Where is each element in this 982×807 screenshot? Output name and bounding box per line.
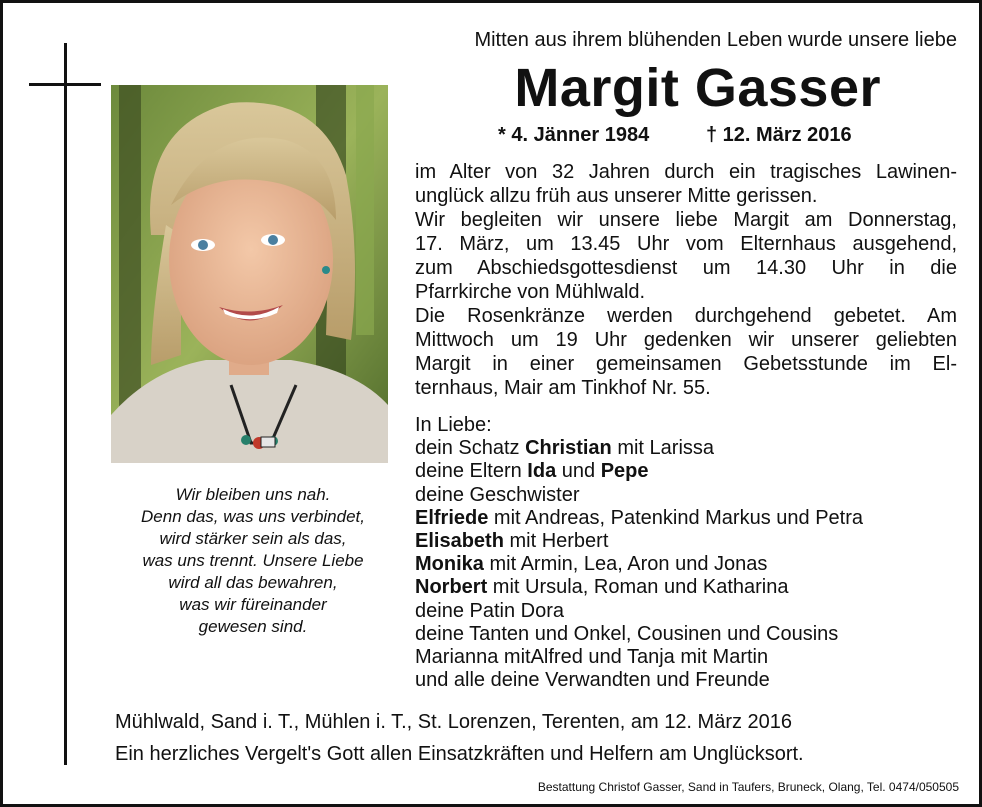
quote-line: wird stärker sein als das, xyxy=(159,529,347,548)
quote-line: gewesen sind. xyxy=(198,617,308,636)
family-text: deine Patin Dora xyxy=(415,599,564,622)
family-text: deine Geschwister xyxy=(415,483,580,506)
quote-line: was wir füreinander xyxy=(179,595,327,614)
cross-icon-horizontal xyxy=(29,83,101,86)
family-line xyxy=(415,414,957,437)
family-text: deine Tanten und Onkel, Cousinen und Cousins xyxy=(415,622,839,645)
family-name: Pepe xyxy=(600,460,649,483)
funeral-home-footer: Bestattung Christof Gasser, Sand in Taufers, Bruneck, Olang, Tel. 0474/050505 xyxy=(537,780,959,794)
text-line: unglück allzu früh aus unserer Mitte gerissen. xyxy=(415,185,818,207)
portrait-photo xyxy=(111,85,388,463)
text-line: Die Rosenkränze werden durchgehend gebetet. Am xyxy=(415,305,957,327)
thanks-line: Ein herzliches Vergelt's Gott allen Einsatzkräften und Helfern am Unglücksort. xyxy=(115,743,804,765)
family-text: deine Eltern xyxy=(415,460,528,483)
text-line: zum Abschiedsgottesdienst um 14.30 Uhr in die xyxy=(415,257,957,279)
family-line xyxy=(415,507,957,530)
family-line xyxy=(415,576,957,599)
text-line: 17. März, um 13.45 Uhr vom Elternhaus ausgehend, xyxy=(415,233,957,255)
deceased-name: Margit Gasser xyxy=(514,58,881,118)
family-line xyxy=(415,530,957,553)
intro-line: Mitten aus ihrem blühenden Leben wurde unsere liebe xyxy=(474,29,957,51)
family-line xyxy=(415,437,957,460)
family-name: Christian xyxy=(525,437,612,460)
family-line xyxy=(415,669,957,692)
death-date: † 12. März 2016 xyxy=(706,124,852,146)
memorial-quote xyxy=(103,484,403,638)
family-list xyxy=(415,414,957,692)
text-line: im Alter von 32 Jahren durch ein tragisches Lawinen- xyxy=(415,161,957,183)
family-line xyxy=(415,623,957,646)
quote-line: Wir bleiben uns nah. xyxy=(175,485,331,504)
birth-date: * 4. Jänner 1984 xyxy=(498,124,650,146)
text-line: ternhaus, Mair am Tinkhof Nr. 55. xyxy=(415,377,711,399)
family-text: mit Larissa xyxy=(611,437,715,460)
family-line xyxy=(415,646,957,669)
cross-icon-vertical xyxy=(64,43,67,765)
family-text: mit Ursula, Roman und Katharina xyxy=(487,576,789,599)
family-name: Elisabeth xyxy=(415,530,504,553)
family-line xyxy=(415,484,957,507)
family-text: dein Schatz xyxy=(415,437,526,460)
family-name: Elfriede xyxy=(415,506,489,529)
text-line: Wir begleiten wir unsere liebe Margit am Donnerstag, xyxy=(415,209,957,231)
family-line xyxy=(415,460,957,483)
text-line: Pfarrkirche von Mühlwald. xyxy=(415,281,646,303)
family-text: mit Andreas, Patenkind Markus und Petra xyxy=(488,506,863,529)
quote-line: Denn das, was uns verbindet, xyxy=(141,507,365,526)
family-text: und xyxy=(556,460,601,483)
family-text: und alle deine Verwandten und Freunde xyxy=(415,669,770,692)
quote-line: was uns trennt. Unsere Liebe xyxy=(142,551,364,570)
family-name: Monika xyxy=(415,553,484,576)
text-line: Mittwoch um 19 Uhr gedenken wir unserer geliebten xyxy=(415,329,957,351)
quote-line: wird all das bewahren, xyxy=(168,573,338,592)
place-and-date: Mühlwald, Sand i. T., Mühlen i. T., St. Lorenzen, Terenten, am 12. März 2016 xyxy=(115,711,793,733)
family-line xyxy=(415,600,957,623)
family-name: Ida xyxy=(527,460,557,483)
text-line: Margit in einer gemeinsamen Gebetsstunde im El- xyxy=(415,353,957,375)
family-text: mit Armin, Lea, Aron und Jonas xyxy=(483,553,768,576)
family-name: Norbert xyxy=(415,576,488,599)
family-text: In Liebe: xyxy=(415,414,492,436)
family-text: mit Herbert xyxy=(503,530,609,553)
family-line xyxy=(415,553,957,576)
family-text: Marianna mitAlfred und Tanja mit Martin xyxy=(415,646,769,669)
announcement-text xyxy=(415,160,957,400)
